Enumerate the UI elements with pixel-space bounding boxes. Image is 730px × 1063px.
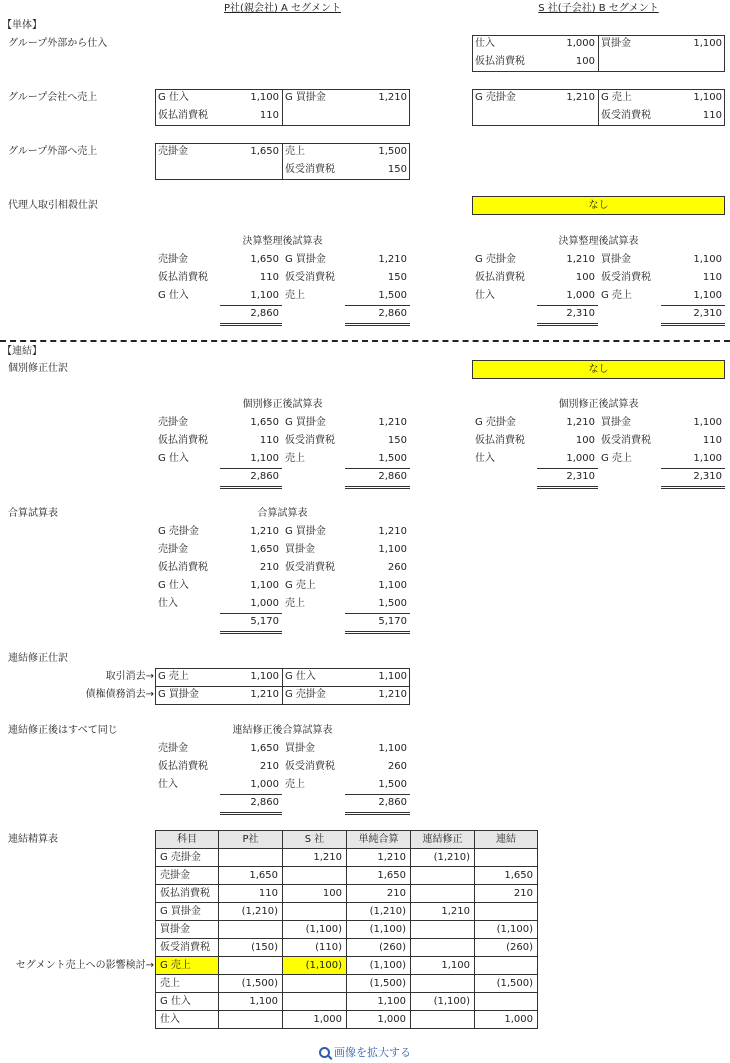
debit-account: 売掛金	[158, 544, 188, 555]
total-line-right	[345, 812, 410, 815]
debit-account: G 売掛金	[475, 92, 516, 103]
total-debit: 5,170	[250, 616, 279, 627]
debit-account: 仕入	[158, 598, 178, 609]
total-debit: 2,310	[566, 471, 595, 482]
debit-account: G 売掛金	[475, 254, 516, 265]
none-box-1: なし	[472, 196, 725, 215]
debit-account: G 売掛金	[475, 417, 516, 428]
amount-cell: 1,210	[283, 849, 347, 867]
total-line-right	[661, 323, 725, 326]
amount-cell: (1,100)	[475, 921, 538, 939]
amount-cell: (260)	[347, 939, 411, 957]
amount-cell: (1,210)	[347, 903, 411, 921]
section-tantai: 【単体】	[2, 20, 42, 31]
debit-account: 売掛金	[158, 254, 188, 265]
label-individual-adjust: 個別修正仕訳	[8, 363, 68, 374]
debit-account: G 買掛金	[158, 689, 199, 700]
total-debit: 2,310	[566, 308, 595, 319]
amount-cell	[475, 849, 538, 867]
table-row	[156, 975, 538, 993]
total-line-right	[661, 486, 725, 489]
account-cell: 仕入	[156, 1011, 219, 1029]
arrow-debt-elim: 債権債務消去→	[85, 689, 154, 700]
credit-account: 仮受消費税	[601, 272, 651, 283]
credit-amount: 1,100	[378, 544, 407, 555]
debit-account: 仕入	[475, 290, 495, 301]
credit-account: 買掛金	[601, 417, 631, 428]
amount-cell: 1,100	[411, 957, 475, 975]
label-consolidation-worksheet: 連結精算表	[8, 834, 58, 845]
debit-amount: 1,210	[566, 417, 595, 428]
credit-account: 売上	[285, 779, 305, 790]
credit-amount: 1,100	[378, 671, 407, 682]
credit-account: 売上	[285, 598, 305, 609]
credit-account: 買掛金	[285, 743, 315, 754]
debit-amount: 1,000	[250, 598, 279, 609]
total-line-left	[220, 323, 282, 326]
amount-cell: (1,210)	[219, 903, 283, 921]
credit-amount: 1,210	[378, 92, 407, 103]
table-row	[156, 1011, 538, 1029]
account-cell: 売上	[156, 975, 219, 993]
debit-amount: 1,000	[566, 290, 595, 301]
debit-amount: 100	[575, 56, 595, 67]
credit-amount: 1,210	[378, 689, 407, 700]
debit-amount: 1,000	[566, 453, 595, 464]
debit-account: 仮払消費税	[158, 272, 208, 283]
amount-cell	[283, 903, 347, 921]
column-header: 単純合算	[347, 831, 411, 849]
debit-amount: 100	[575, 435, 595, 446]
debit-amount: 1,650	[250, 254, 279, 265]
amount-cell: (1,100)	[411, 993, 475, 1011]
amount-cell: 1,000	[283, 1011, 347, 1029]
debit-amount: 110	[259, 435, 279, 446]
section-renketsu: 【連結】	[2, 346, 42, 357]
column-header: 科目	[156, 831, 219, 849]
debit-amount: 1,100	[250, 580, 279, 591]
zoom-in-icon	[319, 1047, 330, 1058]
debit-account: 売掛金	[158, 417, 188, 428]
none-box-2: なし	[472, 360, 725, 379]
trial-balance-s-2-title: 個別修正後試算表	[558, 399, 639, 410]
amount-cell: (1,100)	[283, 957, 347, 975]
credit-amount: 110	[702, 272, 722, 283]
segment-sales-note: セグメント売上への影響検討→	[15, 960, 154, 971]
total-line-left	[537, 486, 598, 489]
zoom-label: 画像を拡大する	[334, 1046, 411, 1059]
account-cell: G 売上	[156, 957, 219, 975]
debit-amount: 1,210	[566, 254, 595, 265]
debit-account: G 売掛金	[158, 526, 199, 537]
account-cell: 仮払消費税	[156, 885, 219, 903]
column-header: 連結修正	[411, 831, 475, 849]
account-cell: 買掛金	[156, 921, 219, 939]
total-credit: 2,860	[378, 797, 407, 808]
total-credit: 5,170	[378, 616, 407, 627]
table-row	[156, 885, 538, 903]
debit-amount: 1,650	[250, 743, 279, 754]
amount-cell: 1,210	[411, 903, 475, 921]
label-external-purchase: グループ外部から仕入	[8, 38, 108, 49]
total-line-left	[220, 486, 282, 489]
amount-cell	[219, 1011, 283, 1029]
debit-account: G 仕入	[158, 453, 189, 464]
amount-cell: 1,000	[347, 1011, 411, 1029]
amount-cell: 1,100	[219, 993, 283, 1011]
total-line-left	[220, 631, 282, 634]
amount-cell: (1,500)	[347, 975, 411, 993]
amount-cell	[475, 903, 538, 921]
credit-account: 買掛金	[601, 38, 631, 49]
account-cell: 仮受消費税	[156, 939, 219, 957]
debit-amount: 110	[259, 272, 279, 283]
credit-amount: 1,100	[693, 453, 722, 464]
debit-amount: 1,100	[250, 290, 279, 301]
credit-amount: 1,100	[693, 417, 722, 428]
credit-amount: 150	[387, 272, 407, 283]
debit-account: 仕入	[475, 453, 495, 464]
credit-account: G 売上	[601, 290, 632, 301]
amount-cell	[411, 921, 475, 939]
amount-cell	[219, 921, 283, 939]
credit-account: 売上	[285, 146, 305, 157]
total-credit: 2,860	[378, 308, 407, 319]
debit-account: G 仕入	[158, 290, 189, 301]
amount-cell: 1,650	[475, 867, 538, 885]
debit-account: 仮払消費税	[475, 272, 525, 283]
credit-account: 買掛金	[285, 544, 315, 555]
credit-amount: 1,500	[378, 146, 407, 157]
debit-account: G 仕入	[158, 92, 189, 103]
debit-account: 仮払消費税	[158, 562, 208, 573]
amount-cell	[219, 957, 283, 975]
amount-cell: (150)	[219, 939, 283, 957]
debit-amount: 100	[575, 272, 595, 283]
credit-amount: 1,100	[693, 254, 722, 265]
debit-amount: 210	[259, 562, 279, 573]
amount-cell	[411, 939, 475, 957]
credit-account: G 売上	[285, 580, 316, 591]
debit-amount: 1,000	[250, 779, 279, 790]
credit-amount: 110	[702, 435, 722, 446]
amount-cell: 110	[219, 885, 283, 903]
credit-account: 仮受消費税	[601, 435, 651, 446]
debit-account: 仮払消費税	[475, 435, 525, 446]
table-row	[156, 957, 538, 975]
label-after-adjust: 連結修正後はすべて同じ	[8, 725, 118, 736]
amount-cell	[475, 993, 538, 1011]
debit-account: 売掛金	[158, 146, 188, 157]
table-row	[156, 993, 538, 1011]
credit-account: G 売上	[601, 453, 632, 464]
credit-account: 仮受消費税	[285, 761, 335, 772]
debit-amount: 210	[259, 761, 279, 772]
debit-amount: 1,650	[250, 146, 279, 157]
amount-cell: (1,100)	[347, 921, 411, 939]
debit-amount: 1,210	[250, 526, 279, 537]
debit-amount: 110	[259, 110, 279, 121]
credit-account: 買掛金	[601, 254, 631, 265]
total-debit: 2,860	[250, 471, 279, 482]
credit-account: 仮受消費税	[285, 272, 335, 283]
total-credit: 2,310	[693, 471, 722, 482]
credit-amount: 260	[387, 761, 407, 772]
column-header: P社	[219, 831, 283, 849]
credit-amount: 1,500	[378, 453, 407, 464]
credit-amount: 260	[387, 562, 407, 573]
column-header: S 社	[283, 831, 347, 849]
credit-amount: 1,500	[378, 779, 407, 790]
credit-account: 仮受消費税	[601, 110, 651, 121]
amount-cell: (1,100)	[347, 957, 411, 975]
debit-amount: 1,100	[250, 92, 279, 103]
credit-account: G 売上	[601, 92, 632, 103]
debit-account: 仮払消費税	[158, 110, 208, 121]
credit-amount: 1,210	[378, 417, 407, 428]
amount-cell	[283, 993, 347, 1011]
amount-cell: 1,650	[347, 867, 411, 885]
amount-cell: (110)	[283, 939, 347, 957]
credit-amount: 1,100	[378, 580, 407, 591]
total-line-right	[345, 486, 410, 489]
amount-cell: 100	[283, 885, 347, 903]
total-credit: 2,310	[693, 308, 722, 319]
total-line-left	[220, 812, 282, 815]
amount-cell	[475, 957, 538, 975]
amount-cell	[283, 975, 347, 993]
zoom-link[interactable]	[0, 1045, 730, 1061]
credit-amount: 150	[387, 164, 407, 175]
debit-account: 仕入	[475, 38, 495, 49]
label-external-sale: グループ外部へ売上	[8, 146, 98, 157]
arrow-transaction-elim: 取引消去→	[105, 671, 154, 682]
amount-cell: (1,500)	[219, 975, 283, 993]
credit-account: G 買掛金	[285, 254, 326, 265]
debit-account: 仮払消費税	[158, 435, 208, 446]
amount-cell	[283, 867, 347, 885]
trial-balance-p-1-title: 決算整理後試算表	[242, 236, 323, 247]
amount-cell: (1,500)	[475, 975, 538, 993]
total-line-left	[537, 323, 598, 326]
credit-account: 売上	[285, 290, 305, 301]
trial-balance-p-2-title: 個別修正後試算表	[242, 399, 323, 410]
debit-amount: 1,650	[250, 417, 279, 428]
amount-cell: 1,100	[347, 993, 411, 1011]
amount-cell: 210	[475, 885, 538, 903]
amount-cell	[411, 867, 475, 885]
amount-cell	[411, 1011, 475, 1029]
divider	[0, 340, 730, 342]
total-debit: 2,860	[250, 308, 279, 319]
credit-amount: 1,100	[378, 743, 407, 754]
s-segment-header: S 社(子会社) B セグメント	[538, 3, 659, 14]
amount-cell: 1,650	[219, 867, 283, 885]
credit-amount: 150	[387, 435, 407, 446]
amount-cell: 1,210	[347, 849, 411, 867]
consolidation-worksheet	[155, 830, 538, 1029]
credit-amount: 1,500	[378, 598, 407, 609]
table-row	[156, 849, 538, 867]
table-row	[156, 867, 538, 885]
amount-cell: (1,100)	[283, 921, 347, 939]
amount-cell: (1,210)	[411, 849, 475, 867]
credit-account: G 買掛金	[285, 417, 326, 428]
credit-account: G 買掛金	[285, 92, 326, 103]
debit-account: 仮払消費税	[475, 56, 525, 67]
label-combined: 合算試算表	[8, 508, 58, 519]
debit-amount: 1,100	[250, 671, 279, 682]
total-credit: 2,860	[378, 471, 407, 482]
credit-amount: 1,100	[693, 38, 722, 49]
table-row	[156, 903, 538, 921]
credit-amount: 1,500	[378, 290, 407, 301]
credit-account: 仮受消費税	[285, 435, 335, 446]
total-debit: 2,860	[250, 797, 279, 808]
amount-cell	[219, 849, 283, 867]
debit-account: 仕入	[158, 779, 178, 790]
table-row	[156, 939, 538, 957]
debit-account: G 仕入	[158, 580, 189, 591]
account-cell: G 売掛金	[156, 849, 219, 867]
amount-cell: (260)	[475, 939, 538, 957]
debit-account: G 売上	[158, 671, 189, 682]
after-adjust-trial-balance-title: 連結修正後合算試算表	[232, 725, 333, 736]
debit-account: 売掛金	[158, 743, 188, 754]
credit-amount: 1,210	[378, 526, 407, 537]
credit-amount: 110	[702, 110, 722, 121]
debit-amount: 1,100	[250, 453, 279, 464]
amount-cell: 1,000	[475, 1011, 538, 1029]
p-segment-header: P社(親会社) A セグメント	[224, 3, 341, 14]
account-cell: G 買掛金	[156, 903, 219, 921]
credit-account: 売上	[285, 453, 305, 464]
credit-amount: 1,100	[693, 92, 722, 103]
credit-amount: 1,100	[693, 290, 722, 301]
account-cell: G 仕入	[156, 993, 219, 1011]
debit-amount: 1,210	[566, 92, 595, 103]
label-consolidation-adjust: 連結修正仕訳	[8, 653, 68, 664]
trial-balance-s-1-title: 決算整理後試算表	[558, 236, 639, 247]
credit-account: G 買掛金	[285, 526, 326, 537]
account-cell: 売掛金	[156, 867, 219, 885]
credit-account: 仮受消費税	[285, 164, 335, 175]
total-line-right	[345, 631, 410, 634]
label-agent-offset: 代理人取引相殺仕訳	[8, 200, 98, 211]
amount-cell: 210	[347, 885, 411, 903]
total-line-right	[345, 323, 410, 326]
debit-amount: 1,210	[250, 689, 279, 700]
table-row	[156, 921, 538, 939]
label-group-sale: グループ会社へ売上	[8, 92, 98, 103]
debit-amount: 1,000	[566, 38, 595, 49]
credit-amount: 1,210	[378, 254, 407, 265]
amount-cell	[411, 885, 475, 903]
credit-account: 仮受消費税	[285, 562, 335, 573]
debit-account: 仮払消費税	[158, 761, 208, 772]
credit-account: G 仕入	[285, 671, 316, 682]
credit-account: G 売掛金	[285, 689, 326, 700]
amount-cell	[411, 975, 475, 993]
column-header: 連結	[475, 831, 538, 849]
debit-amount: 1,650	[250, 544, 279, 555]
combined-trial-balance-title: 合算試算表	[257, 508, 308, 519]
